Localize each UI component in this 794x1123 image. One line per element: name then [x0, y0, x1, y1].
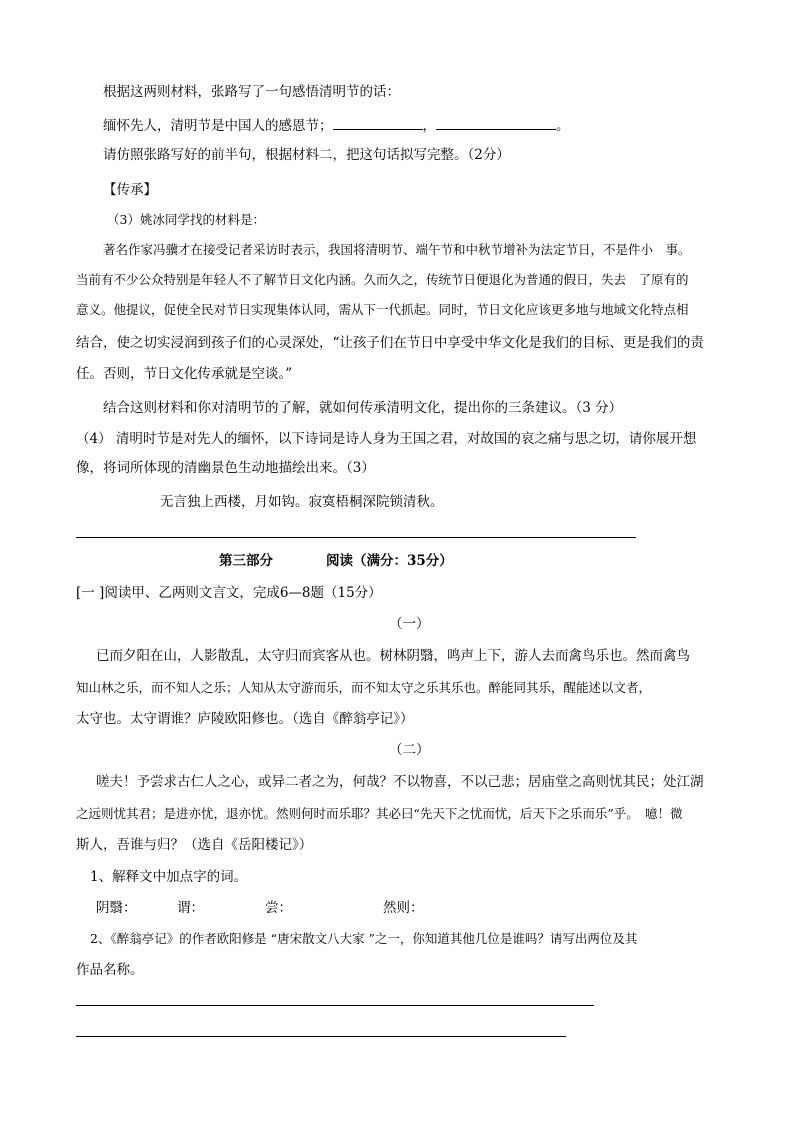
- question-4-line-2: 像，将词所体现的清幽景色生动地描绘出来。（3）: [76, 460, 375, 476]
- material-line-3: 意义。他提议，促使全民对节日实现集体认同，需从下一代抓起。同时，节日文化应该更多地与地域文化特点相: [76, 302, 689, 317]
- reading-intro: [一 ]阅读甲、乙两则文言文，完成6—8题（15分）: [76, 585, 382, 601]
- material-line-1: 著名作家冯骥才在接受记者采访时表示，我国将清明节、端午节和中秋节增补为法定节日，不是件小 事。: [103, 242, 691, 257]
- question-4-line-1: （4） 清明时节是对先人的缅怀，以下诗词是诗人身为王国之君，对故国的哀之痛与思之切，请你展开想: [76, 431, 697, 447]
- text-1-line-1: 已而夕阳在山，人影散乱，太守归而宾客从也。树林阴翳，鸣声上下，游人去而禽鸟乐也。然而禽鸟: [96, 648, 690, 664]
- question-2-line-1: 2、《醉翁亭记》的作者欧阳修是 “唐宋散文八大家 ”之一，你知道其他几位是谁吗？请写出两位及其: [90, 931, 638, 946]
- fill-end: 。: [556, 118, 570, 134]
- fill-sentence: [103, 115, 570, 135]
- text-1-line-2: 知山林之乐，而不知人之乐；人知从太守游而乐，而不知太守之乐其乐也。醉能同其乐，醒能述以文者，: [76, 680, 652, 695]
- text-1-line-3: 太守也。太守谓谁？庐陵欧阳修也。（选自《醉翁亭记》）: [76, 711, 414, 727]
- answer-line-1[interactable]: [76, 1005, 594, 1006]
- divider-line: [76, 537, 636, 538]
- question-3: （3）姚冰同学找的材料是：: [107, 212, 265, 227]
- material-line-5: 任。否则，节日文化传承就是空谈。”: [76, 366, 293, 382]
- poem-line: 无言独上西楼，月如钩。寂寞梧桐深院锁清秋。: [160, 494, 444, 510]
- fill-separator: ，: [422, 118, 436, 134]
- question-instruction: 请仿照张路写好的前半句，根据材料二，把这句话拟写完整。（2分）: [103, 147, 510, 163]
- answer-blank-1[interactable]: [333, 115, 423, 130]
- instruction-line: 根据这两则材料，张路写了一句感悟清明节的话：: [103, 84, 400, 100]
- word-chang: 尝：: [265, 900, 292, 916]
- word-ranze: 然则：: [383, 900, 424, 916]
- text-2-line-2: 之远则忧其君；是进亦忧，退亦忧。然则何时而乐耶？其必曰“先天下之忧而忧，后天下之乐而乐”乎。 噫！微: [76, 806, 683, 821]
- text-2-line-1: 嗟夫！予尝求古仁人之心，或异二者之为，何哉？不以物喜，不以己悲；居庙堂之高则忧其民；处江湖: [96, 774, 704, 790]
- material-line-4: 结合，使之切实浸润到孩子们的心灵深处，“让孩子们在节日中享受中华文化是我们的目标、更是我们的责: [76, 335, 704, 351]
- answer-blank-2[interactable]: [436, 115, 556, 130]
- material-line-2: 当前有不少公众特别是年轻人不了解节日文化内涵。久而久之，传统节日便退化为普通的假日，失去 了原有的: [76, 272, 689, 287]
- text-1-label: （一）: [389, 616, 430, 632]
- text-2-line-3: 斯人，吾谁与归？（选自《岳阳楼记》）: [76, 837, 313, 853]
- answer-line-2[interactable]: [76, 1036, 566, 1037]
- section-heading-chuancheng: 【传承】: [103, 182, 157, 198]
- question-1: 1、解释文中加点字的词。: [90, 869, 248, 885]
- question-2-line-2: 作品名称。: [76, 962, 144, 978]
- text-2-label: （二）: [389, 742, 430, 758]
- question-ask: 结合这则材料和你对清明节的了解，就如何传承清明文化，提出你的三条建议。（3 分）: [103, 400, 623, 416]
- part-title: 第三部分: [219, 553, 273, 569]
- word-wei: 谓：: [177, 900, 204, 916]
- word-yinyi: 阴翳：: [96, 900, 137, 916]
- part-subtitle: 阅读（满分：35分）: [326, 553, 453, 569]
- fill-sentence-start: 缅怀先人，清明节是中国人的感恩节；: [103, 118, 333, 134]
